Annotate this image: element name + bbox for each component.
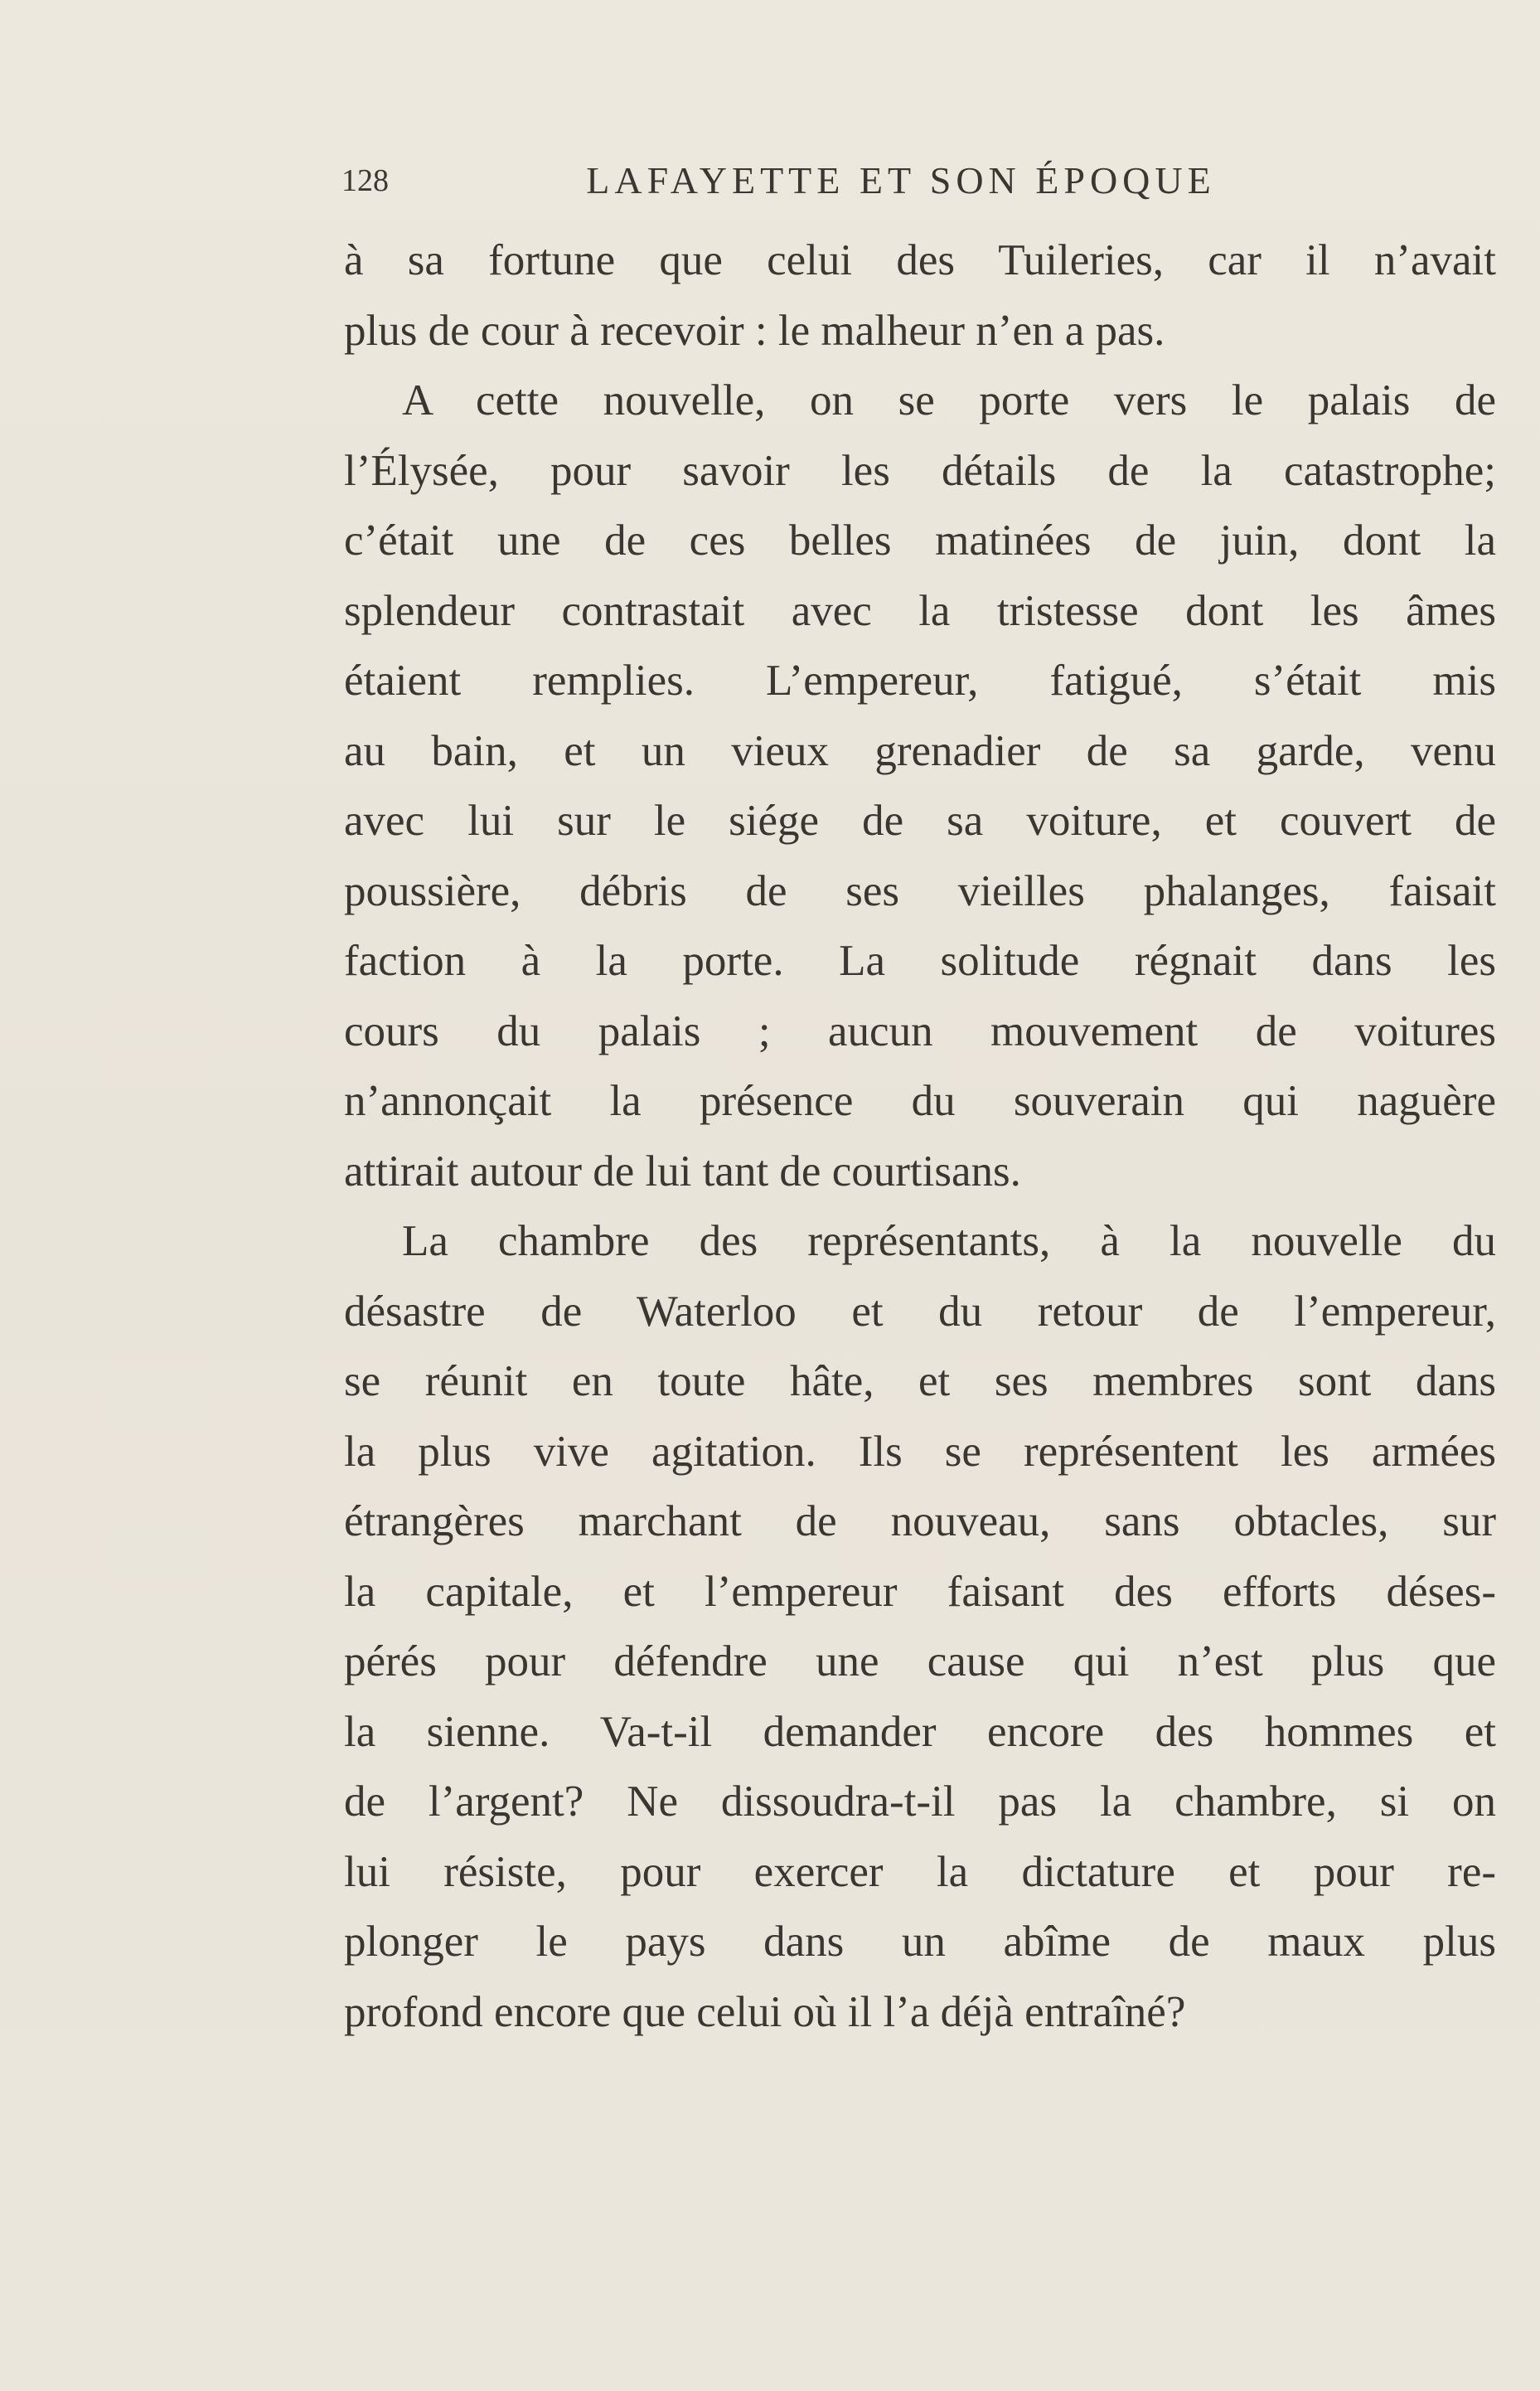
text-line: la capitale, et l’empereur faisant des efforts déses- — [344, 1567, 1496, 1616]
text-line: l’Élysée, pour savoir les détails de la catastrophe; — [344, 446, 1496, 495]
paragraph — [344, 226, 1496, 366]
running-title: LAFAYETTE ET SON ÉPOQUE — [586, 159, 1216, 201]
text-line: c’était une de ces belles matinées de juin, dont la — [344, 517, 1496, 565]
text-line: désastre de Waterloo et du retour de l’empereur, — [344, 1287, 1496, 1336]
text-line: à sa fortune que celui des Tuileries, car il n’avait — [344, 236, 1496, 284]
text-line: pérés pour défendre une cause qui n’est plus que — [344, 1637, 1496, 1685]
text-line: de l’argent? Ne dissoudra-t-il pas la chambre, si on — [344, 1777, 1496, 1826]
paragraph — [344, 366, 1496, 1206]
text-line: poussière, débris de ses vieilles phalanges, faisait — [344, 866, 1496, 915]
text-line: lui résiste, pour exercer la dictature et pour re- — [344, 1847, 1496, 1896]
text-line: cours du palais ; aucun mouvement de voitures — [344, 1006, 1496, 1055]
text-line: splendeur contrastait avec la tristesse dont les âmes — [344, 586, 1496, 635]
text-line: plus de cour à recevoir : le malheur n’en a pas. — [344, 306, 1165, 355]
text-line: profond encore que celui où il l’a déjà entraîné? — [344, 1987, 1186, 2036]
text-line: A cette nouvelle, on se porte vers le palais de — [402, 376, 1496, 424]
page-header — [341, 156, 1260, 206]
text-line: étaient remplies. L’empereur, fatigué, s’était mis — [344, 657, 1496, 705]
text-line: plonger le pays dans un abîme de maux plus — [344, 1918, 1496, 1966]
text-line: n’annonçait la présence du souverain qui naguère — [344, 1077, 1496, 1125]
paragraph — [344, 1206, 1496, 2047]
page-number: 128 — [341, 163, 389, 198]
body-text — [344, 226, 1496, 2047]
text-line: la sienne. Va-t-il demander encore des hommes et — [344, 1707, 1496, 1756]
text-line: faction à la porte. La solitude régnait dans les — [344, 937, 1496, 985]
text-line: se réunit en toute hâte, et ses membres sont dans — [344, 1357, 1496, 1405]
text-line: au bain, et un vieux grenadier de sa garde, venu — [344, 726, 1496, 775]
text-line: attirait autour de lui tant de courtisans. — [344, 1147, 1021, 1196]
text-line: La chambre des représentants, à la nouvelle du — [402, 1217, 1496, 1265]
text-line: étrangères marchant de nouveau, sans obtacles, sur — [344, 1497, 1496, 1545]
text-line: la plus vive agitation. Ils se représentent les armées — [344, 1427, 1496, 1476]
text-line: avec lui sur le siége de sa voiture, et couvert de — [344, 797, 1496, 845]
